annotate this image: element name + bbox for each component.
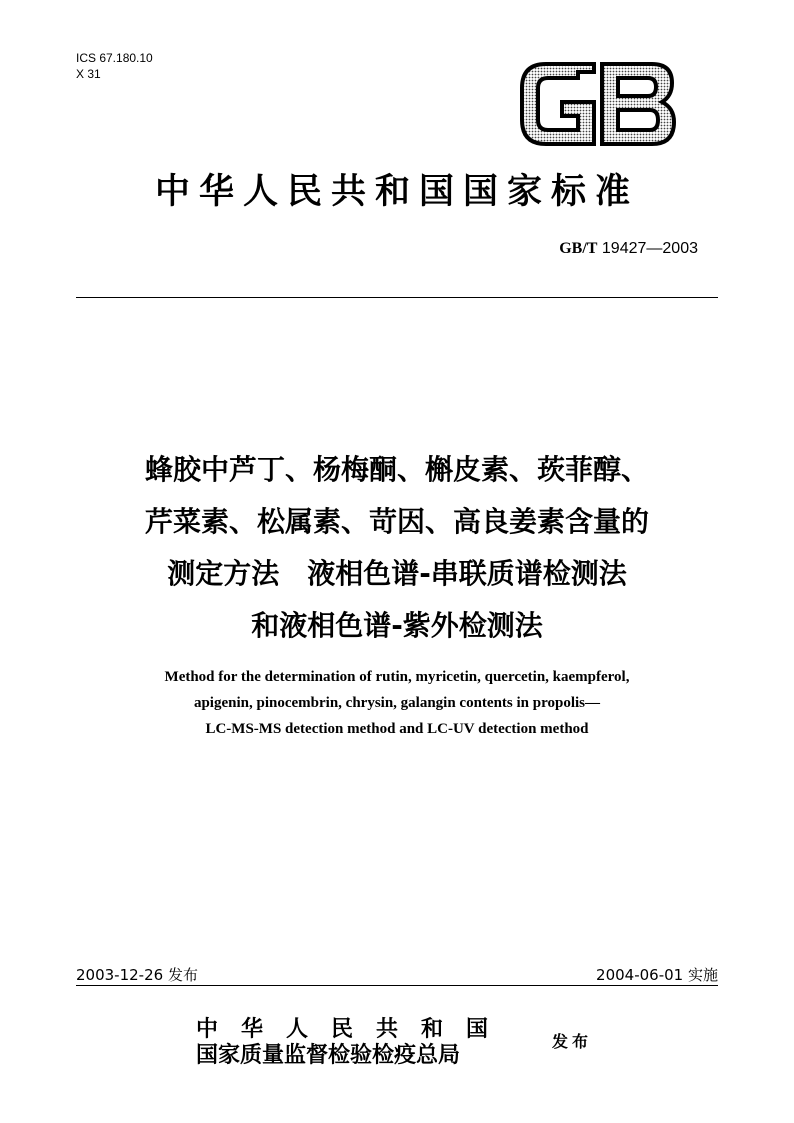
chinese-title-line-1: 蜂胶中芦丁、杨梅酮、槲皮素、莰菲醇、: [144, 453, 649, 486]
gb-logo: [516, 58, 678, 150]
national-standard-title: 中华人民共和国国家标准: [154, 171, 639, 212]
chinese-title: [0, 444, 794, 652]
chinese-title-line-2: 芹菜素、松属素、苛因、高良姜素含量的: [144, 505, 649, 538]
english-title: [0, 664, 794, 742]
chinese-title-line-3: 测定方法 液相色谱-串联质谱检测法: [167, 557, 627, 590]
issue-label: 发布: [552, 1032, 593, 1051]
header-divider: [76, 297, 718, 298]
issuer-line-1: 中华人民共和国: [196, 1016, 512, 1042]
english-title-line-3: LC-MS-MS detection method and LC-UV detection method: [205, 721, 589, 737]
issuing-authority: [196, 1016, 511, 1068]
footer-divider: [76, 985, 718, 986]
standard-prefix: GB/T: [559, 240, 598, 257]
standard-number: [559, 240, 698, 258]
classification-codes: [76, 50, 153, 82]
implementation-date: 2004-06-01 实施: [596, 966, 718, 984]
ics-code: ICS 67.180.10: [76, 51, 153, 65]
issuer-line-2: 国家质量监督检验检疫总局: [196, 1042, 461, 1068]
ccs-code: X 31: [76, 67, 101, 81]
issue-date: 2003-12-26 发布: [76, 966, 198, 984]
chinese-title-line-4: 和液相色谱-紫外检测法: [251, 609, 543, 642]
standard-code: 19427—2003: [601, 240, 698, 257]
english-title-line-2: apigenin, pinocembrin, chrysin, galangin contents in propolis—: [193, 695, 601, 711]
english-title-line-1: Method for the determination of rutin, myricetin, quercetin, kaempferol,: [164, 669, 630, 685]
